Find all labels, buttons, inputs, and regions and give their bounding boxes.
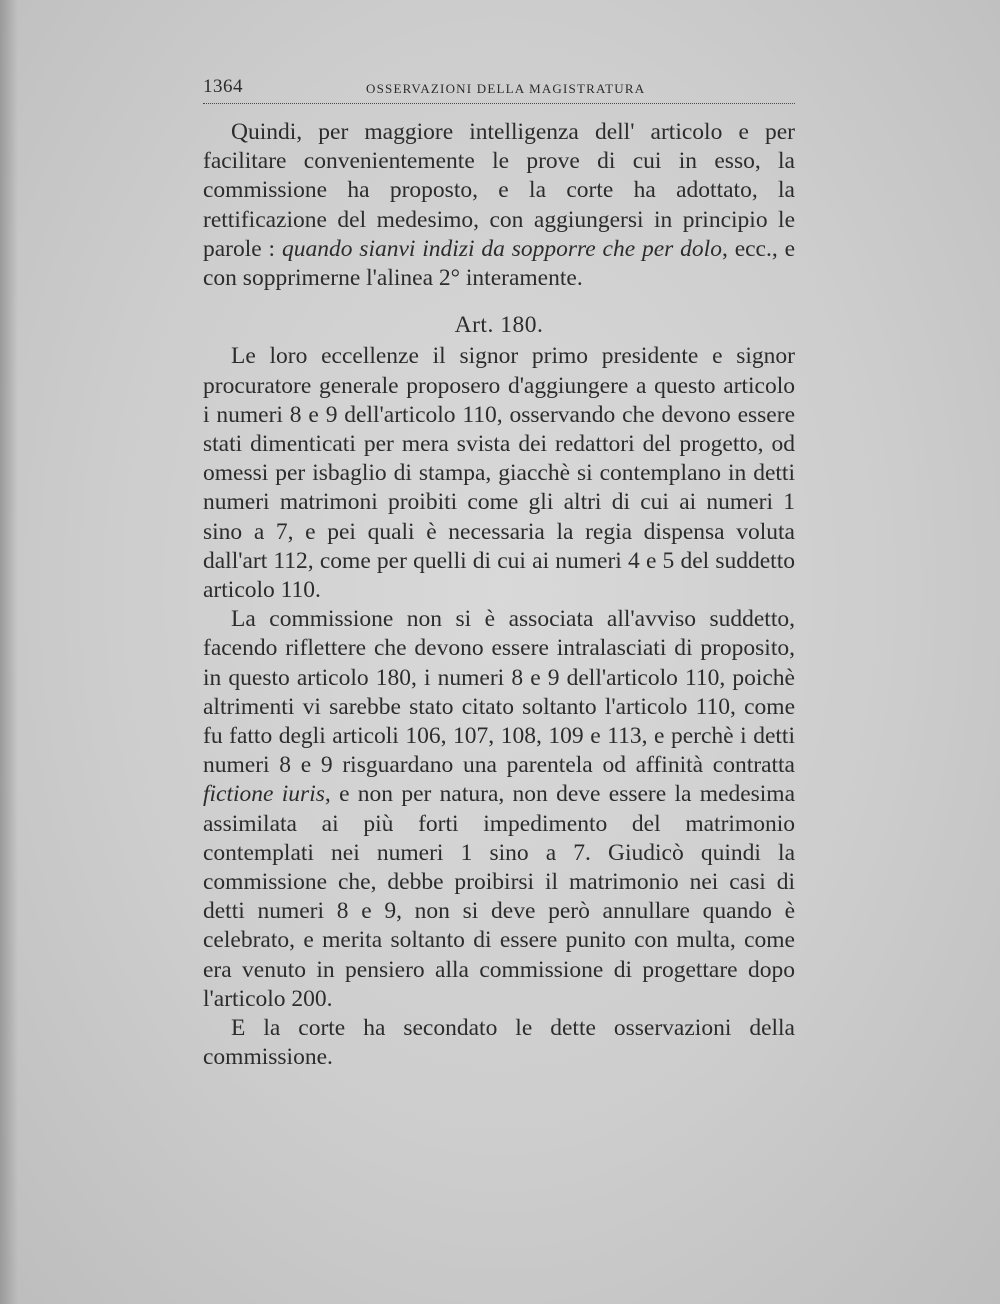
article-heading: Art. 180. bbox=[454, 312, 544, 339]
paragraph-3 bbox=[203, 605, 795, 1014]
paragraph-1-text-a: Quindi, per maggiore intelligenza dell' articolo e per facilitare convenientemente le prove di cui in esso, la commissione ha proposto, e la corte ha adottato, la rettificazione del medesimo, con aggiungersi in principio le parole : bbox=[203, 119, 795, 262]
paragraph-1 bbox=[203, 118, 795, 293]
running-head: OSSERVAZIONI DELLA MAGISTRATURA bbox=[366, 81, 646, 96]
paragraph-4: E la corte ha secondato le dette osservazioni della commissione. bbox=[203, 1015, 795, 1071]
paragraph-1-text-b: , ecc., e con sopprimerne l'alinea 2° interamente. bbox=[203, 235, 796, 292]
spine-shadow bbox=[0, 0, 18, 1304]
page-header bbox=[203, 76, 795, 102]
header-rule bbox=[203, 103, 795, 104]
body-text bbox=[203, 118, 795, 1073]
page-number: 1364 bbox=[203, 76, 243, 97]
paragraph-2: Le loro eccellenze il signor primo presidente e signor procuratore generale proposero d'aggiungere a questo articolo i numeri 8 e 9 dell'articolo 110, osservando che devono essere stati dimenticati per mera svista dei redattori del progetto, od omessi per isbaglio di stampa, giacchè si contemplano in detti numeri matrimoni proibiti come gli altri di cui ai numeri 1 sino a 7, e pei quali è necessaria la regia dispensa voluta dall'art 112, come per quelli di cui ai numeri 4 e 5 del suddetto articolo 110. bbox=[203, 343, 795, 604]
paragraph-3-text-a: La commissione non si è associata all'avviso suddetto, facendo riflettere che devono essere intralasciati di proposito, in questo articolo 180, i numeri 8 e 9 dell'articolo 110, poichè altrimenti vi sarebbe stato citato soltanto l'articolo 110, come fu fatto degli articoli 106, 107, 108, 109 e 113, e perchè i detti numeri 8 e 9 risguardano una parentela od affinità contratta bbox=[203, 606, 795, 779]
paragraph-3-text-b: , e non per natura, non deve essere la medesima assimilata ai più forti impedimento del matrimonio contemplati nei numeri 1 sino a 7. Giudicò quindi la commissione che, debbe proibirsi il matrimonio nei casi di detti numeri 8 e 9, non si deve però annullare quando è celebrato, e merita soltanto di essere punito con multa, come era venuto in pensiero alla commissione di progettare dopo l'articolo 200. bbox=[203, 781, 796, 1012]
paragraph-3-italic: fictione iuris bbox=[203, 781, 325, 808]
paragraph-1-italic: quando sianvi indizi da sopporre che per dolo bbox=[281, 235, 722, 262]
